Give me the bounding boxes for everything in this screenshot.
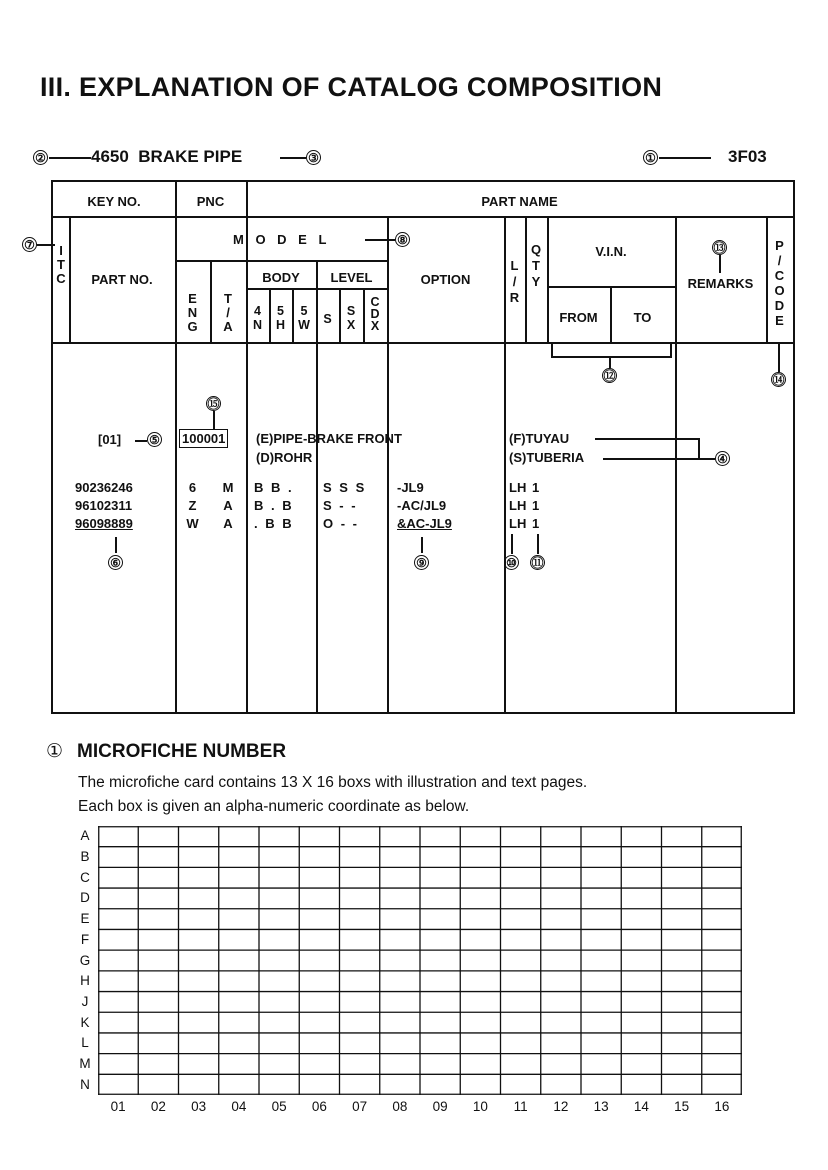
page-title: III. EXPLANATION OF CATALOG COMPOSITION bbox=[40, 72, 663, 102]
microfiche-title: MICROFICHE NUMBER bbox=[77, 741, 287, 762]
part-name-e: (E)PIPE-BRAKE FRONT bbox=[256, 431, 402, 446]
callout-5: ⑤ bbox=[147, 432, 162, 447]
row-3-qty: 1 bbox=[532, 516, 540, 531]
row-label-l: L bbox=[81, 1035, 89, 1051]
microfiche-grid bbox=[98, 826, 742, 1095]
callout-7: ⑦ bbox=[22, 237, 37, 252]
col-label-03: 03 bbox=[191, 1099, 207, 1114]
col-label-12: 12 bbox=[553, 1099, 569, 1114]
callout-13: ⑬ bbox=[713, 240, 726, 255]
callout-1: ① bbox=[643, 150, 658, 165]
row-label-a: A bbox=[80, 828, 90, 844]
header-model: M O D E L bbox=[233, 232, 331, 247]
col-label-06: 06 bbox=[311, 1099, 327, 1114]
pnc-group-title: 4650 BRAKE PIPE bbox=[91, 147, 243, 166]
header-vin: V.I.N. bbox=[595, 244, 627, 259]
callout-15: ⑮ bbox=[207, 396, 220, 411]
part-name-s: (S)TUBERIA bbox=[509, 450, 585, 465]
row-2-level: S - - bbox=[323, 498, 358, 513]
header-ta: T / A bbox=[223, 291, 233, 334]
col-label-11: 11 bbox=[513, 1099, 528, 1114]
header-lr: L / R bbox=[509, 258, 520, 305]
row-3-option: &AC-JL9 bbox=[397, 516, 452, 531]
callout-11: ⑪ bbox=[531, 555, 544, 570]
row-label-d: D bbox=[80, 890, 90, 906]
header-part-name: PART NAME bbox=[481, 194, 558, 209]
row-label-j: J bbox=[81, 993, 89, 1009]
header-pcode: P / C O D E bbox=[774, 238, 785, 328]
col-label-09: 09 bbox=[432, 1099, 448, 1114]
pnc-value: 100001 bbox=[179, 429, 228, 448]
row-3-lr: LH bbox=[509, 516, 527, 531]
part-name-f: (F)TUYAU bbox=[509, 431, 570, 446]
row-2-part-no: 96102311 bbox=[75, 498, 133, 513]
key-no-value: [01] bbox=[98, 432, 122, 447]
col-label-10: 10 bbox=[472, 1099, 488, 1114]
row-label-e: E bbox=[80, 911, 90, 927]
callout-12: ⑫ bbox=[603, 368, 616, 383]
microfiche-code: 3F03 bbox=[728, 147, 767, 166]
callout-8: ⑧ bbox=[395, 232, 410, 247]
header-itc: I T C bbox=[56, 243, 66, 286]
microfiche-section-title bbox=[46, 740, 286, 763]
row-label-f: F bbox=[80, 931, 90, 947]
header-body-5w: 5 W bbox=[298, 304, 310, 332]
row-2-body: B . B bbox=[254, 498, 294, 513]
header-level: LEVEL bbox=[330, 270, 373, 285]
callout-6: ⑥ bbox=[108, 555, 123, 570]
header-part-no: PART NO. bbox=[91, 272, 153, 287]
microfiche-desc-1: The microfiche card contains 13 X 16 boxs with illustration and text pages. bbox=[78, 774, 588, 791]
col-label-08: 08 bbox=[392, 1099, 408, 1114]
col-label-15: 15 bbox=[674, 1099, 690, 1114]
header-remarks: REMARKS bbox=[687, 276, 754, 291]
row-2-ta: A bbox=[223, 498, 233, 513]
row-label-k: K bbox=[80, 1014, 90, 1030]
callout-4: ④ bbox=[715, 451, 730, 466]
row-2-option: -AC/JL9 bbox=[397, 498, 447, 513]
leader-line bbox=[659, 157, 711, 159]
header-body-5h: 5 H bbox=[275, 304, 286, 332]
callout-1-section: ① bbox=[46, 741, 64, 762]
row-label-h: H bbox=[80, 973, 90, 989]
catalog-header bbox=[28, 146, 788, 170]
callout-2: ② bbox=[33, 150, 48, 165]
callout-10: ⑩ bbox=[504, 555, 519, 570]
row-label-n: N bbox=[80, 1076, 90, 1092]
header-option: OPTION bbox=[420, 272, 471, 287]
part-name-d: (D)ROHR bbox=[256, 450, 313, 465]
header-vin-from: FROM bbox=[559, 310, 598, 325]
row-label-c: C bbox=[80, 869, 90, 885]
row-3-ta: A bbox=[223, 516, 233, 531]
row-2-lr: LH bbox=[509, 498, 527, 513]
callout-14: ⑭ bbox=[772, 372, 785, 387]
header-qty: Q T Y bbox=[530, 242, 542, 289]
row-label-b: B bbox=[80, 849, 90, 865]
col-label-16: 16 bbox=[714, 1099, 730, 1114]
row-1-option: -JL9 bbox=[397, 480, 424, 495]
row-2-qty: 1 bbox=[532, 498, 540, 513]
col-label-01: 01 bbox=[110, 1099, 126, 1114]
row-1-qty: 1 bbox=[532, 480, 540, 495]
header-level-s: S bbox=[323, 312, 332, 326]
row-1-ta: M bbox=[222, 480, 234, 495]
leader-line bbox=[280, 157, 306, 159]
header-vin-to: TO bbox=[633, 310, 652, 325]
row-1-level: S S S bbox=[323, 480, 367, 495]
col-label-05: 05 bbox=[271, 1099, 287, 1114]
row-3-eng: W bbox=[186, 516, 199, 531]
row-3-level: O - - bbox=[323, 516, 359, 531]
col-label-02: 02 bbox=[150, 1099, 166, 1114]
col-label-04: 04 bbox=[231, 1099, 247, 1114]
leader-line bbox=[49, 157, 91, 159]
microfiche-grid-lines bbox=[98, 826, 742, 1095]
row-3-body: . B B bbox=[254, 516, 294, 531]
header-pnc: PNC bbox=[196, 194, 225, 209]
callout-9: ⑨ bbox=[414, 555, 429, 570]
row-label-g: G bbox=[79, 952, 91, 968]
header-level-cdx: C D X bbox=[370, 295, 380, 333]
row-3-part-no: 96098889 bbox=[75, 516, 133, 531]
header-key-no: KEY NO. bbox=[87, 194, 141, 209]
row-1-part-no: 90236246 bbox=[75, 480, 133, 495]
microfiche-desc-2: Each box is given an alpha-numeric coordinate as below. bbox=[78, 798, 470, 815]
col-label-07: 07 bbox=[352, 1099, 368, 1114]
header-level-sx: S X bbox=[346, 304, 356, 332]
header-body-4n: 4 N bbox=[252, 304, 263, 332]
row-1-lr: LH bbox=[509, 480, 527, 495]
row-1-eng: 6 bbox=[188, 480, 197, 495]
row-label-m: M bbox=[79, 1055, 91, 1071]
catalog-table bbox=[51, 180, 795, 714]
col-label-13: 13 bbox=[593, 1099, 609, 1114]
callout-3: ③ bbox=[306, 150, 321, 165]
header-body: BODY bbox=[262, 270, 300, 285]
row-2-eng: Z bbox=[188, 498, 197, 513]
row-1-body: B B . bbox=[254, 480, 294, 495]
col-label-14: 14 bbox=[633, 1099, 649, 1114]
header-eng: E N G bbox=[187, 291, 198, 334]
